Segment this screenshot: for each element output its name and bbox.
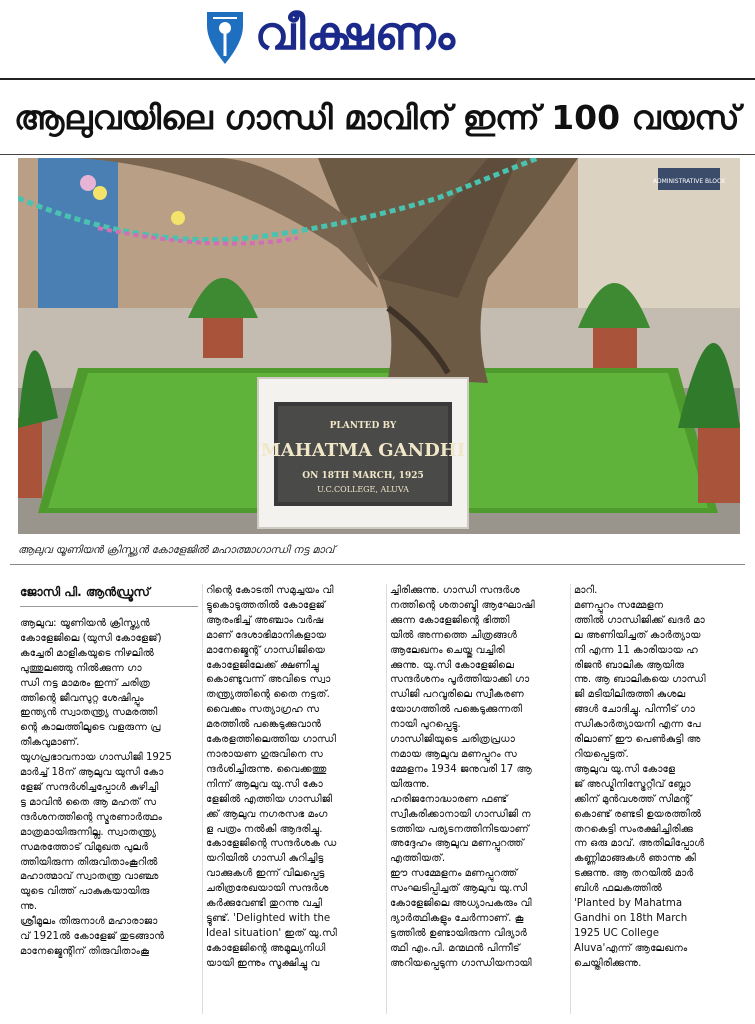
headline: ആലുവയിലെ ഗാന്ധി മാവിന് ഇന്ന് 100 വയസ് [14, 98, 740, 137]
photo-caption: ആലുവ യൂണിയൻ ക്രിസ്ത്യൻ കോളേജിൽ മഹാത്മാഗാന്ധി നട്ട മാവ് [18, 544, 335, 556]
article-column-4 [574, 584, 742, 1014]
column-divider [386, 584, 387, 1014]
column-4-text: മാറി. മണപ്പുറം സമ്മേളന ത്തിൽ ഗാന്ധിജിക്ക് ഖദർ മാ ല അണിയിച്ചത് കാർത്യായ നി എന്ന 11 കാരിയായ ഹ രിജൻ ബാലിക ആയിരു ന്നു. ആ ബാലികയെ ഗാന്ധി ജി മടിയിലിരുത്തി കുശല ങ്ങൾ ചോദിച്ചു. പിന്നീട് ഗാ ന്ധികാർത്യായനി എന്ന പേ രിലാണ് ഈ പെൺകുട്ടി അ റിയപ്പെട്ടത്. ആലുവ യു.സി കോളേ ജ് അഡ്മിനിസ്ട്രേറ്റീവ് ബ്ലോ ക്കിന് മുൻവശത്ത് സിമന്റ് കൊണ്ട് രണ്ടടി ഉയരത്തിൽ തറകെട്ടി സംരക്ഷിച്ചിരിക്കു ന്ന ഒരു മാവ്. അതിലിപ്പോൾ കണ്ണിമാങ്ങകൾ ഞാന്നു കി ടക്കുന്നു. ആ തറയിൽ മാർ ബിൾ ഫലകത്തിൽ 'Planted by Mahatma Gandhi on 18th March 1925 UC College Aluva'എന്ന് ആലേഖനം ചെയ്തിരിക്കുന്നു. [574, 585, 706, 969]
column-2-text: റിന്റെ കോടതി സമുച്ചയം വി ട്ടുകൊടുത്തതിൽ കോളേജ് ആരംഭിച്ച് അഞ്ചാം വർഷ മാണ് ദേശാഭിമാനികളായ മാനേജ്മെന്റ് ഗാന്ധിജിയെ കോളേജിലേക്ക് ക്ഷണിച്ചു കൊണ്ടുവന്ന് അവിടെ സ്വാ തന്ത്ര്യത്തിന്റെ തൈ നട്ടത്. വൈക്കം സത്യാഗ്രഹ സ മരത്തിൽ പങ്കെടുക്കുവാൻ കേരളത്തിലെത്തിയ ഗാന്ധി നാരായണ ഗുരുവിനെ സ ന്ദർശിച്ചിരുന്നു. വൈക്കത്തു നിന്ന് ആലുവ യു.സി കോ ളേജിൽ എത്തിയ ഗാന്ധിജി ക്ക് ആലുവ നഗരസഭ മംഗ ള പത്രം നൽകി ആദരിച്ചു. കോളേജിന്റെ സന്ദർശക ഡ യറിയിൽ ഗാന്ധി കുറിച്ചിട്ട വാക്കുകൾ ഇന്ന് വിലപ്പെട്ട ചരിത്രരേഖയായി സന്ദർശ കർക്കുവേണ്ടി തുറന്നു വച്ചി ട്ടുണ്ട്. 'Delighted with the Ideal situation' ഇത് യു.സി കോളേജിന്റെ അമൂല്യനിധി യായി ഇന്നും സൂക്ഷിച്ചു വ [206, 585, 337, 969]
headline-box [0, 84, 755, 155]
article-column-2 [206, 584, 382, 1014]
plaque-line-3: ON 18TH MARCH, 1925 [302, 471, 424, 481]
column-divider [570, 584, 571, 1014]
divider [10, 564, 745, 565]
plaque-line-1: PLANTED BY [329, 421, 397, 431]
column-1-text: ആലുവ: യൂണിയൻ ക്രിസ്ത്യൻ കോളേജിലെ (യുസി കോളേജ്) കച്ചേരി മാളികയുടെ നിഴലിൽ പുത്തുലഞ്ഞു നിൽക്കുന്ന ഗാ ന്ധി നട്ട മാമരം ഇന്ന് ചരിത്ര ത്തിന്റെ ജീവസുറ്റ ശേഷിപ്പും ഇന്ത്യൻ സ്വാതന്ത്ര്യ സമരത്തി ന്റെ കാലത്തിലൂടെ വളരുന്ന പ്ര തീകവുമാണ്. യുഗപ്രഭാവനായ ഗാന്ധിജി 1925 മാർച്ച് 18ന് ആലുവ യുസി കോ ളേജ് സന്ദർശിച്ചപ്പോൾ കുഴിച്ചി ട്ട മാവിൻ തൈ ആ മഹത് സ ന്ദർശനത്തിന്റെ സ്മരണാർത്ഥം മാത്രമായിരുന്നില്ല. സ്വാതന്ത്ര്യ സമരത്തോട് വിമുഖത പുലർ ത്തിയിരുന്ന തിരുവിതാംകൂറിൽ മഹാത്മാവ് സ്വാതന്ത്ര വാഞ്ഛ യുടെ വിത്ത് പാകുകയായിരു ന്നു. ശ്രീമൂലം തിരുനാൾ മഹാരാജാ വ് 1921ൽ കോളേജ് തുടങ്ങാൻ മാനേജ്മെന്റിന് തിരുവിതാംകൂ [20, 618, 172, 957]
mango-tree-photo [18, 158, 740, 534]
column-3-text: ച്ചിരിക്കുന്നു. ഗാന്ധി സന്ദർശ നത്തിന്റെ ശതാബ്ദി ആഘോഷി ക്കുന്ന കോളേജിന്റെ ഭിത്തി യിൽ അന്നത്തെ ചിത്രങ്ങൾ ആലേഖനം ചെയ്തു വച്ചിരി ക്കുന്നു. യു.സി കോളേജിലെ സന്ദർശനം പൂർത്തിയാക്കി ഗാ ന്ധിജി പറവൂരിലെ സ്വീകരണ യോഗത്തിൽ പങ്കെടുക്കുന്നതി നായി പുറപ്പെട്ടു. ഗാന്ധിജിയുടെ ചരിത്രപ്രധാ നമായ ആലുവ മണപ്പുറം സ മ്മേളനം 1934 ജനുവരി 17 ആ യിരുന്നു. ഹരിജനോദ്ധാരണ ഫണ്ട് സ്വീകരിക്കാനായി ഗാന്ധിജി ന ടത്തിയ പര്യടനത്തിനിടയാണ് അദ്ദേഹം ആലുവ മണപ്പുറത്ത് എത്തിയത്. ഈ സമ്മേളനം മണപ്പുറത്ത് സംഘടിപ്പിച്ചത് ആലുവ യു.സി കോളേജിലെ അധ്യാപകരും വി ദ്യാർത്ഥികളും ചേർന്നാണ്. കൂ ട്ടത്തിൽ ഉണ്ടായിരുന്ന വിദ്യാർ ത്ഥി എം.പി. മന്മഥൻ പിന്നീട് അറിയപ്പെടുന്ന ഗാന്ധിയനായി [390, 585, 535, 969]
byline: ജോസി പി. ആൻഡ്രൂസ് [20, 584, 198, 607]
article-photo [18, 158, 740, 534]
plaque-line-4: U.C.COLLEGE, ALUVA [317, 485, 409, 494]
masthead [0, 0, 755, 80]
article-column-1 [20, 584, 198, 1014]
column-divider [202, 584, 203, 1014]
pen-nib-logo-icon [203, 8, 247, 68]
plaque-line-2: MAHATMA GANDHI [260, 440, 466, 461]
masthead-logo-text: വീക്ഷണം [255, 6, 456, 60]
article-column-3 [390, 584, 566, 1014]
door-sign: ADMINISTRATIVE BLOCK [652, 178, 726, 185]
